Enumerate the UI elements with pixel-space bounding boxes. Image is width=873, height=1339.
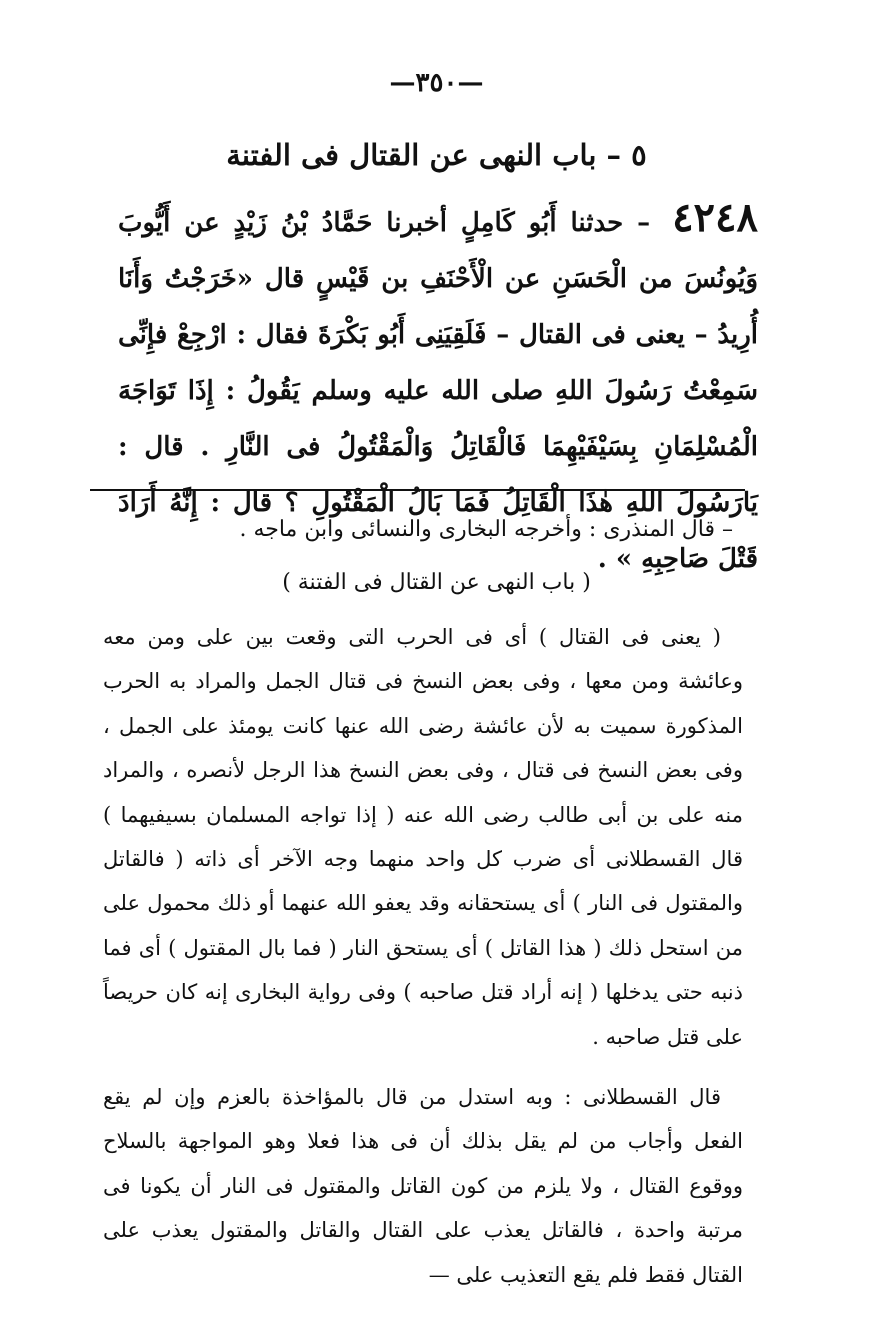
commentary-paragraph: قال القسطلانى : وبه استدل من قال بالمؤاخذة بالعزم وإن لم يقع الفعل وأجاب من لم يقل بذلك أن فى هذا فعلا وهو المواجهة بالسلاح ووقوع القتال ، ولا يلزم من كون القاتل والمقتول فى النار أن يكونا فى مرتبة واحدة ، فالقاتل يعذب على القتال والقاتل والمقتول يعذب على القتال فقط فلم يقع التعذيب على — — [103, 1085, 743, 1287]
footnote-separator — [90, 489, 745, 491]
chapter-title: ٥ – باب النهى عن القتال فى الفتنة — [226, 138, 647, 172]
commentary-intro: – قال المنذرى : وأخرجه البخارى والنسائى وابن ماجه . — [239, 517, 733, 542]
commentary-paragraph: ( يعنى فى القتال ) أى فى الحرب التى وقعت بين على ومن معه وعائشة ومن معها ، وفى بعض النسخ فى قتال الجمل والمراد به الحرب المذكورة سميت به لأن عائشة رضى الله عنها كانت يومئذ على الجمل ، وفى بعض النسخ فى قتال ، وفى بعض النسخ هذا الرجل لأنصره ، والمراد منه على بن أبى طالب رضى الله عنه ( إذا تواجه المسلمان بسيفيهما ) قال القسطلانى أى ضرب كل واحد منهما وجه الآخر أى ذاته ( فالقاتل والمقتول فى النار ) أى يستحقانه وقد يعفو الله عنهما أو ذلك محمول على من استحل ذلك ( هذا القاتل ) أى يستحق النار ( فما بال المقتول ) أى فما ذنبه حتى يدخلها ( إنه أراد قتل صاحبه ) وفى رواية البخارى إنه كان حريصاً على قتل صاحبه . — [103, 625, 743, 1049]
hadith-text: – حدثنا أَبُو كَامِلٍ أخبرنا حَمَّادُ بْنُ زَيْدٍ عن أَيُّوبَ وَيُونُسَ من الْحَسَنِ عن الْأَحْنَفِ بن قَيْسٍ قال «خَرَجْتُ وَأَنَا أُرِيدُ – يعنى فى القتال – فَلَقِيَنِى أَبُو بَكْرَةَ فقال : ارْجِعْ فإِنِّى سَمِعْتُ رَسُولَ اللهِ صلى الله عليه وسلم يَقُولُ : إِذَا تَوَاجَهَ الْمُسْلِمَانِ بِسَيْفَيْهِمَا فَالْقَاتِلُ وَالْمَقْتُولُ فى النَّارِ . قال : يَارَسُولَ اللهِ هٰذَا الْقَاتِلُ فَمَا بَالُ الْمَقْتُولِ ؟ قال : إِنَّهُ أَرَادَ قَتْلَ صَاحِبِهِ » . — [118, 208, 758, 574]
hadith-number: ٤٢٤٨ — [672, 194, 758, 241]
commentary-section-title: ( باب النهى عن القتال فى الفتنة ) — [282, 570, 591, 595]
commentary-body — [103, 615, 743, 1297]
page-number: —٣٥٠— — [389, 68, 484, 98]
